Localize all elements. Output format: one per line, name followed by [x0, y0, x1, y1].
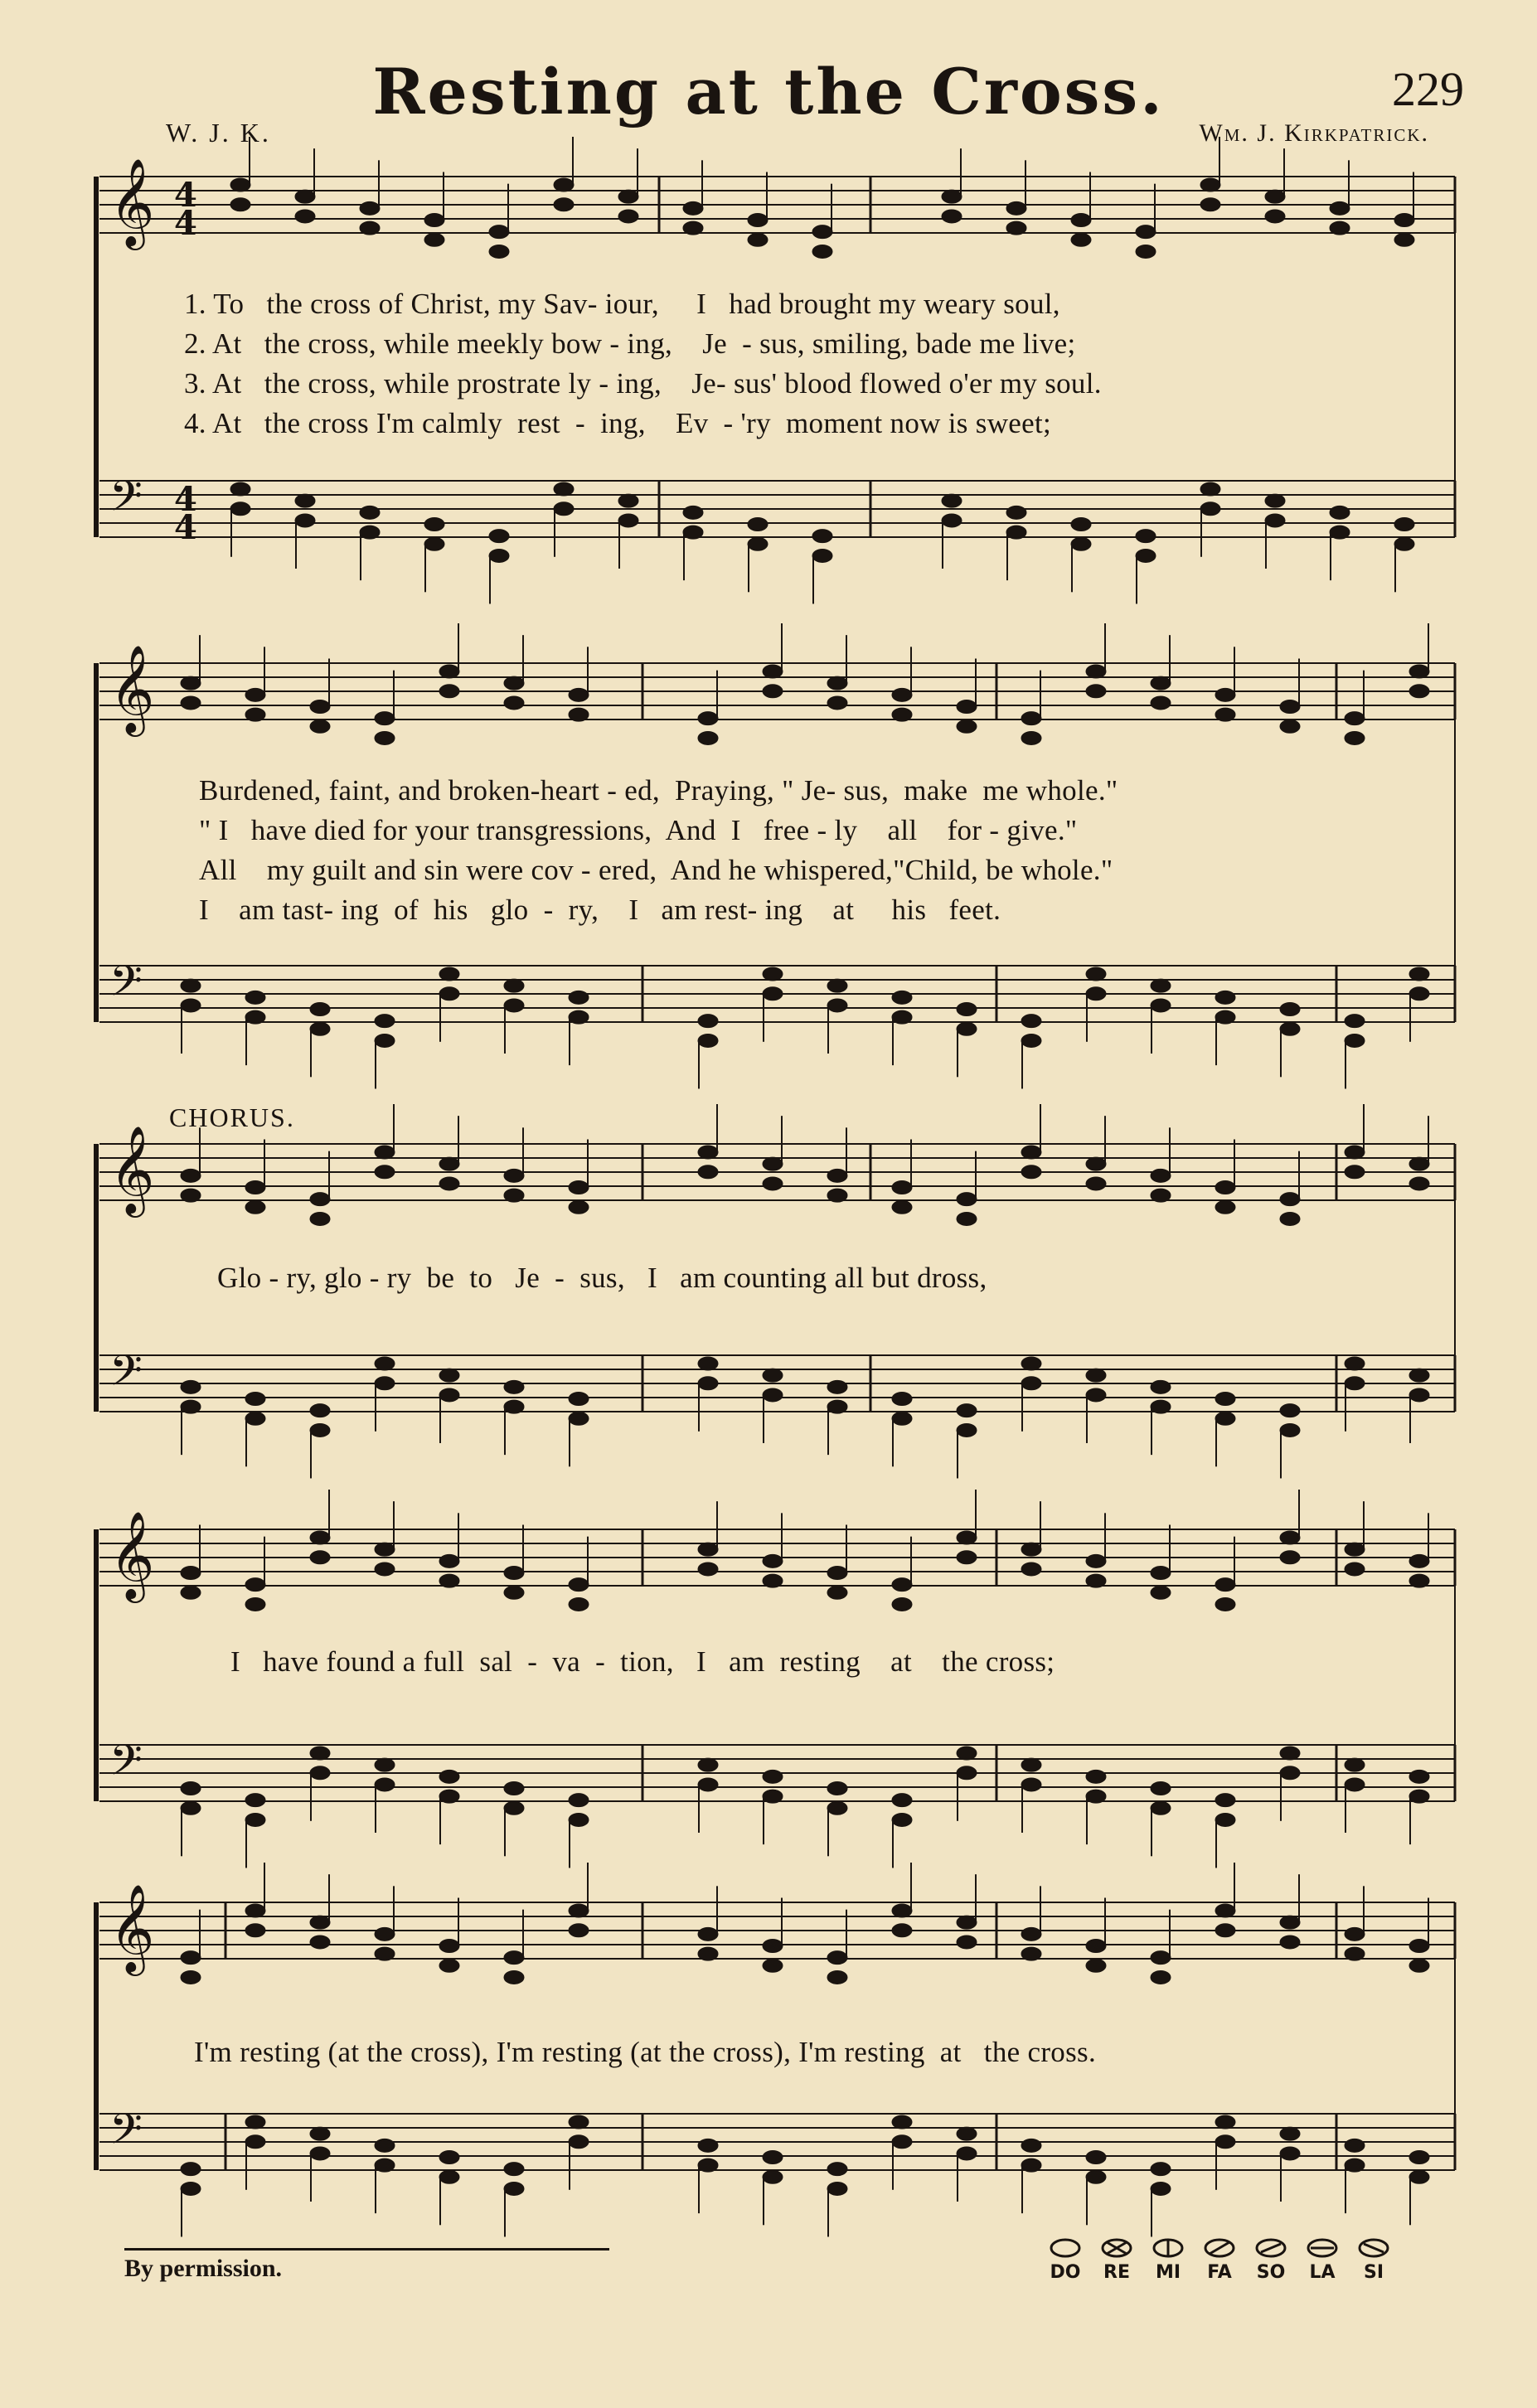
solfa-shape-icon [1254, 2238, 1287, 2258]
svg-text:𝄞: 𝄞 [109, 1883, 155, 1972]
footer-rule [124, 2248, 609, 2251]
chorus-line-3: I'm resting (at the cross), I'm resting (at the cross), I'm resting at the cross. [194, 2036, 1096, 2068]
verse-4-line-2: I am tast- ing of his glo - ry, I am rest- ing at his feet. [199, 894, 1001, 926]
words-author: W. J. K. [166, 118, 271, 148]
solfa-label: SI [1363, 2262, 1384, 2283]
svg-text:4: 4 [174, 508, 197, 547]
hymn-title: Resting at the Cross. [372, 55, 1165, 128]
chorus-label: CHORUS. [169, 1102, 295, 1132]
page-number: 229 [1392, 62, 1464, 116]
solfa-shape-icon [1049, 2238, 1082, 2258]
svg-text:𝄢: 𝄢 [109, 956, 143, 1016]
svg-text:4: 4 [174, 176, 197, 215]
music-composer: Wm. J. Kirkpatrick. [1199, 119, 1429, 147]
solfa-shape-icon [1357, 2238, 1390, 2258]
solfa-label: RE [1103, 2262, 1130, 2283]
svg-text:𝄞: 𝄞 [109, 157, 155, 246]
solfa-shape-icon [1203, 2238, 1236, 2258]
svg-text:4: 4 [174, 480, 197, 519]
svg-text:𝄢: 𝄢 [109, 1735, 143, 1795]
solfa-label: FA [1207, 2262, 1232, 2283]
svg-text:𝄞: 𝄞 [109, 644, 155, 733]
permission-note: By permission. [124, 2255, 283, 2282]
solfa-label: LA [1309, 2262, 1336, 2283]
verse-1-line-2: Burdened, faint, and broken-heart - ed, Praying, " Je- sus, make me whole." [199, 774, 1118, 807]
svg-text:𝄢: 𝄢 [109, 1345, 143, 1406]
solfa-shape-icon [1306, 2238, 1339, 2258]
svg-text:𝄞: 𝄞 [109, 1510, 155, 1599]
verse-2-line-2: " I have died for your transgressions, And I free - ly all for - give." [199, 814, 1078, 846]
verse-1-line-1: 1. To the cross of Christ, my Sav- iour, I had brought my weary soul, [184, 288, 1060, 320]
solfa-label: SO [1256, 2262, 1286, 2283]
svg-text:𝄢: 𝄢 [109, 471, 143, 531]
solfa-shape-icon [1152, 2238, 1185, 2258]
solfa-label: DO [1050, 2262, 1081, 2283]
chorus-line-2: I have found a full sal - va - tion, I am resting at the cross; [230, 1645, 1055, 1678]
verse-2-line-1: 2. At the cross, while meekly bow - ing, Je - sus, smiling, bade me live; [184, 327, 1076, 360]
solfa-label: MI [1155, 2262, 1181, 2283]
verse-3-line-2: All my guilt and sin were cov - ered, And he whispered,"Child, be whole." [199, 854, 1113, 886]
chorus-line-1: Glo - ry, glo - ry be to Je - sus, I am counting all but dross, [217, 1262, 987, 1294]
svg-text:4: 4 [174, 204, 197, 243]
svg-text:𝄞: 𝄞 [109, 1125, 155, 1214]
verse-4-line-1: 4. At the cross I'm calmly rest - ing, Ev - 'ry moment now is sweet; [184, 407, 1051, 439]
verse-3-line-1: 3. At the cross, while prostrate ly - ing, Je- sus' blood flowed o'er my soul. [184, 367, 1102, 400]
solfa-shape-icon [1100, 2238, 1133, 2258]
svg-text:𝄢: 𝄢 [109, 2104, 143, 2164]
